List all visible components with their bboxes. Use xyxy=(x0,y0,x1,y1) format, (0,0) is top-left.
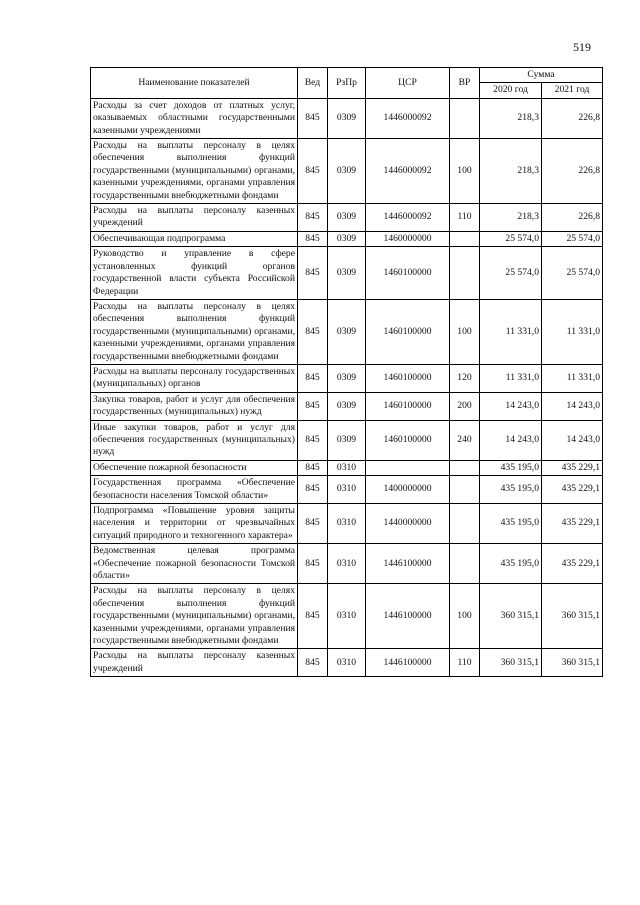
row-rzpr: 0309 xyxy=(328,299,366,364)
row-vr: 110 xyxy=(450,649,480,677)
row-vr: 100 xyxy=(450,139,480,204)
page-number: 519 xyxy=(573,40,591,54)
table-row xyxy=(91,649,603,677)
row-name: Расходы на выплаты персоналу в целях обеспечения выполнения функций государственными (муниципальными) органами, казенными учреждениями, органами управления государственными внебюджетными фондами xyxy=(91,299,298,364)
row-name: Подпрограмма «Повышение уровня защиты населения и территории от чрезвычайных ситуаций природного и техногенного характера» xyxy=(91,504,298,544)
row-rzpr: 0310 xyxy=(328,544,366,584)
row-ved: 845 xyxy=(298,204,328,232)
row-csr: 1460100000 xyxy=(366,392,450,420)
row-csr: 1440000000 xyxy=(366,504,450,544)
row-rzpr: 0310 xyxy=(328,504,366,544)
row-sum-2020: 11 331,0 xyxy=(480,299,542,364)
row-sum-2021: 25 574,0 xyxy=(542,247,603,300)
row-sum-2020: 360 315,1 xyxy=(480,584,542,649)
row-rzpr: 0309 xyxy=(328,364,366,392)
row-vr xyxy=(450,460,480,475)
table-row xyxy=(91,139,603,204)
table-row xyxy=(91,544,603,584)
row-vr xyxy=(450,476,480,504)
row-csr: 1446100000 xyxy=(366,584,450,649)
table-row xyxy=(91,420,603,460)
row-sum-2021: 360 315,1 xyxy=(542,649,603,677)
row-name: Государственная программа «Обеспечение безопасности населения Томской области» xyxy=(91,476,298,504)
row-sum-2020: 218,3 xyxy=(480,139,542,204)
row-csr: 1460100000 xyxy=(366,420,450,460)
row-rzpr: 0310 xyxy=(328,584,366,649)
row-sum-2020: 435 195,0 xyxy=(480,504,542,544)
budget-table xyxy=(90,67,603,677)
row-sum-2021: 435 229,1 xyxy=(542,476,603,504)
row-sum-2020: 360 315,1 xyxy=(480,649,542,677)
header-sum: Сумма xyxy=(480,68,603,83)
row-ved: 845 xyxy=(298,392,328,420)
row-rzpr: 0310 xyxy=(328,649,366,677)
row-ved: 845 xyxy=(298,247,328,300)
row-csr: 1446100000 xyxy=(366,649,450,677)
row-name: Расходы на выплаты персоналу в целях обеспечения выполнения функций государственными (муниципальными) органами, казенными учреждениями, органами управления государственными внебюджетными фондами xyxy=(91,139,298,204)
row-sum-2021: 226,8 xyxy=(542,139,603,204)
row-sum-2021: 435 229,1 xyxy=(542,544,603,584)
row-vr xyxy=(450,98,480,138)
row-ved: 845 xyxy=(298,364,328,392)
row-csr: 1460100000 xyxy=(366,364,450,392)
row-name: Обеспечение пожарной безопасности xyxy=(91,460,298,475)
row-ved: 845 xyxy=(298,649,328,677)
row-csr: 1400000000 xyxy=(366,476,450,504)
row-rzpr: 0309 xyxy=(328,392,366,420)
row-rzpr: 0310 xyxy=(328,476,366,504)
row-rzpr: 0309 xyxy=(328,204,366,232)
row-sum-2020: 435 195,0 xyxy=(480,544,542,584)
row-sum-2021: 226,8 xyxy=(542,204,603,232)
header-ved: Вед xyxy=(298,68,328,99)
row-sum-2020: 25 574,0 xyxy=(480,231,542,246)
row-vr: 120 xyxy=(450,364,480,392)
header-year-2020: 2020 год xyxy=(480,83,542,98)
row-ved: 845 xyxy=(298,544,328,584)
row-ved: 845 xyxy=(298,460,328,475)
table-row xyxy=(91,364,603,392)
row-ved: 845 xyxy=(298,231,328,246)
row-name: Иные закупки товаров, работ и услуг для обеспечения государственных (муниципальных) нужд xyxy=(91,420,298,460)
row-ved: 845 xyxy=(298,299,328,364)
table-row xyxy=(91,460,603,475)
row-name: Расходы на выплаты персоналу государственных (муниципальных) органов xyxy=(91,364,298,392)
row-csr xyxy=(366,460,450,475)
row-vr xyxy=(450,231,480,246)
row-ved: 845 xyxy=(298,504,328,544)
row-csr: 1460100000 xyxy=(366,247,450,300)
row-ved: 845 xyxy=(298,139,328,204)
table-row xyxy=(91,204,603,232)
row-sum-2020: 14 243,0 xyxy=(480,420,542,460)
row-vr: 200 xyxy=(450,392,480,420)
row-csr: 1446000092 xyxy=(366,139,450,204)
row-ved: 845 xyxy=(298,420,328,460)
row-rzpr: 0309 xyxy=(328,247,366,300)
row-name: Расходы за счет доходов от платных услуг, оказываемых областными государственными казенными учреждениями xyxy=(91,98,298,138)
row-sum-2021: 11 331,0 xyxy=(542,364,603,392)
row-name: Ведомственная целевая программа «Обеспечение пожарной безопасности Томской области» xyxy=(91,544,298,584)
row-rzpr: 0309 xyxy=(328,98,366,138)
row-vr: 110 xyxy=(450,204,480,232)
table-row xyxy=(91,231,603,246)
row-vr: 100 xyxy=(450,584,480,649)
row-sum-2020: 11 331,0 xyxy=(480,364,542,392)
row-vr: 100 xyxy=(450,299,480,364)
table-row xyxy=(91,584,603,649)
row-vr xyxy=(450,504,480,544)
table-row xyxy=(91,98,603,138)
table-row xyxy=(91,299,603,364)
table-row xyxy=(91,392,603,420)
row-rzpr: 0309 xyxy=(328,139,366,204)
row-name: Закупка товаров, работ и услуг для обеспечения государственных (муниципальных) нужд xyxy=(91,392,298,420)
row-sum-2020: 25 574,0 xyxy=(480,247,542,300)
table-row xyxy=(91,247,603,300)
row-sum-2021: 435 229,1 xyxy=(542,504,603,544)
header-name: Наименование показателей xyxy=(91,68,298,99)
row-csr: 1460000000 xyxy=(366,231,450,246)
row-vr xyxy=(450,544,480,584)
row-rzpr: 0309 xyxy=(328,420,366,460)
row-rzpr: 0309 xyxy=(328,231,366,246)
header-rzpr: РзПр xyxy=(328,68,366,99)
header-csr: ЦСР xyxy=(366,68,450,99)
row-sum-2021: 226,8 xyxy=(542,98,603,138)
row-csr: 1446000092 xyxy=(366,204,450,232)
row-sum-2020: 218,3 xyxy=(480,98,542,138)
row-name: Расходы на выплаты персоналу казенных учреждений xyxy=(91,204,298,232)
row-sum-2020: 218,3 xyxy=(480,204,542,232)
row-sum-2021: 11 331,0 xyxy=(542,299,603,364)
row-sum-2021: 25 574,0 xyxy=(542,231,603,246)
row-sum-2021: 14 243,0 xyxy=(542,420,603,460)
row-csr: 1460100000 xyxy=(366,299,450,364)
row-sum-2020: 435 195,0 xyxy=(480,476,542,504)
row-ved: 845 xyxy=(298,98,328,138)
row-name: Руководство и управление в сфере установленных функций органов государственной власти субъекта Российской Федерации xyxy=(91,247,298,300)
row-csr: 1446100000 xyxy=(366,544,450,584)
row-sum-2020: 435 195,0 xyxy=(480,460,542,475)
table-row xyxy=(91,476,603,504)
row-vr: 240 xyxy=(450,420,480,460)
row-ved: 845 xyxy=(298,584,328,649)
table-header-row xyxy=(91,68,603,83)
row-name: Обеспечивающая подпрограмма xyxy=(91,231,298,246)
row-sum-2021: 360 315,1 xyxy=(542,584,603,649)
row-ved: 845 xyxy=(298,476,328,504)
row-sum-2021: 14 243,0 xyxy=(542,392,603,420)
header-year-2021: 2021 год xyxy=(542,83,603,98)
row-vr xyxy=(450,247,480,300)
row-sum-2021: 435 229,1 xyxy=(542,460,603,475)
row-name: Расходы на выплаты персоналу казенных учреждений xyxy=(91,649,298,677)
row-csr: 1446000092 xyxy=(366,98,450,138)
table-row xyxy=(91,504,603,544)
row-name: Расходы на выплаты персоналу в целях обеспечения выполнения функций государственными (муниципальными) органами, казенными учреждениями, органами управления государственными внебюджетными фондами xyxy=(91,584,298,649)
row-rzpr: 0310 xyxy=(328,460,366,475)
table-body xyxy=(91,98,603,676)
header-vr: ВР xyxy=(450,68,480,99)
row-sum-2020: 14 243,0 xyxy=(480,392,542,420)
